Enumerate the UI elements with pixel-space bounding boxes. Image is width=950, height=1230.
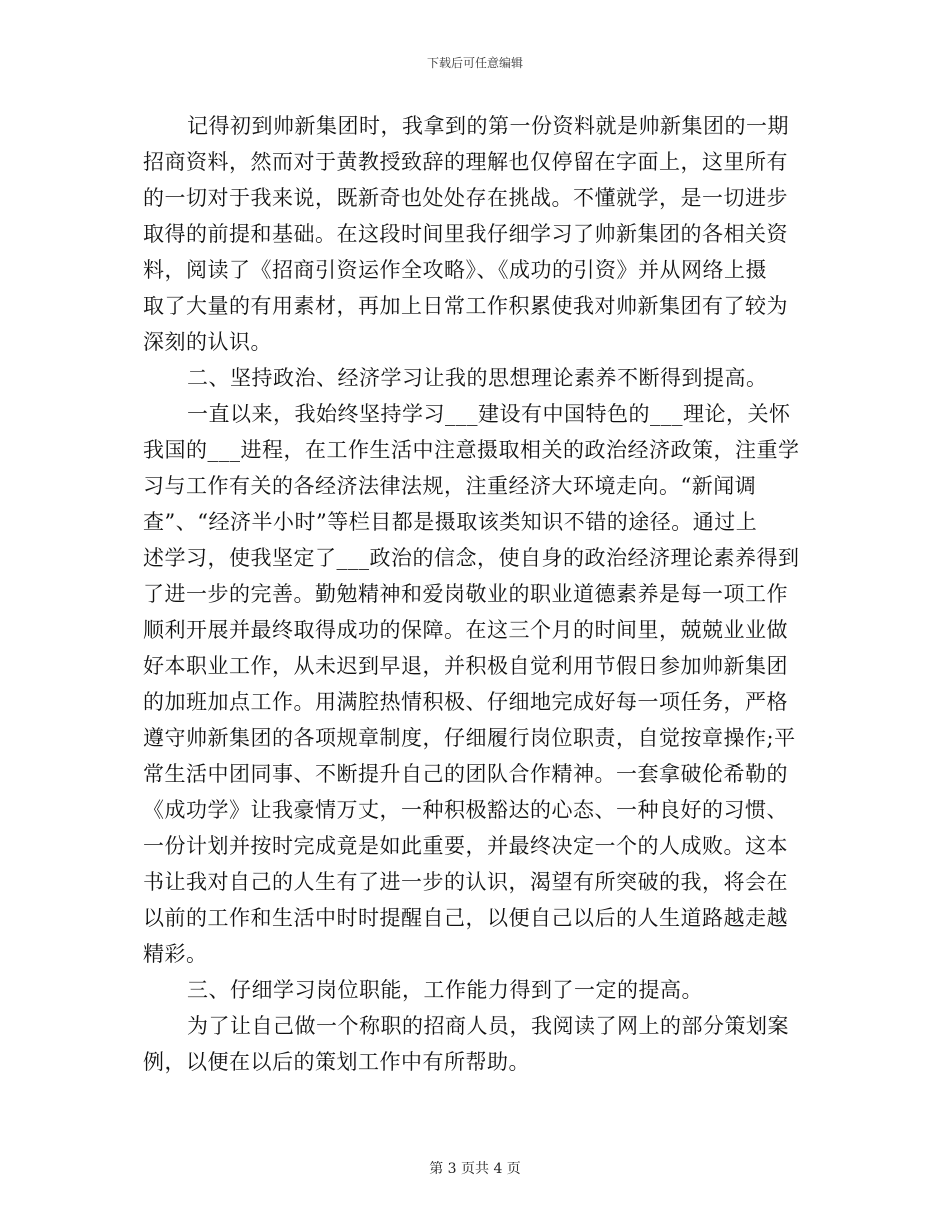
page-footer: 第 3 页共 4 页 — [429, 1161, 521, 1177]
text-line: 深刻的认识。 — [143, 330, 272, 354]
text-line: 取得的前提和基础。在这段时间里我仔细学习了帅新集团的各相关资 — [143, 222, 788, 246]
text-line: 顺利开展并最终取得成功的保障。在这三个月的时间里，兢兢业业做 — [143, 618, 788, 642]
text-line: 的加班加点工作。用满腔热情积极、仔细地完成好每一项任务，严格 — [143, 690, 788, 714]
section-heading: 二、坚持政治、经济学习让我的思想理论素养不断得到提高。 — [187, 366, 768, 390]
text-line: 例，以便在以后的策划工作中有所帮助。 — [143, 1050, 530, 1074]
text-line: 好本职业工作，从未迟到早退，并积极自觉利用节假日参加帅新集团 — [143, 654, 788, 678]
page-header: 下载后可任意编辑 — [426, 56, 523, 70]
text-line: 述学习，使我坚定了___政治的信念，使自身的政治经济理论素养得到 — [143, 546, 800, 570]
text-line: 习与工作有关的各经济法律法规，注重经济大环境走向。“新闻调 — [143, 474, 757, 498]
text-line: 精彩。 — [143, 942, 208, 966]
text-line: 了进一步的完善。勤勉精神和爱岗敬业的职业道德素养是每一项工作 — [143, 582, 788, 606]
text-line: 招商资料，然而对于黄教授致辞的理解也仅停留在字面上，这里所有 — [143, 150, 788, 174]
text-line: 《成功学》让我豪情万丈，一种积极豁达的心态、一种良好的习惯、 — [143, 798, 788, 822]
text-line: 一直以来，我始终坚持学习___建设有中国特色的___理论，关怀 — [187, 402, 791, 426]
text-line: 取了大量的有用素材，再加上日常工作积累使我对帅新集团有了较为 — [143, 294, 788, 318]
text-line: 一份计划并按时完成竟是如此重要，并最终决定一个的人成败。这本 — [143, 834, 788, 858]
text-line: 遵守帅新集团的各项规章制度，仔细履行岗位职责，自觉按章操作;平 — [143, 726, 796, 750]
text-line: 料，阅读了《招商引资运作全攻略》、《成功的引资》并从网络上摄 — [143, 258, 767, 282]
text-line: 书让我对自己的人生有了进一步的认识，渴望有所突破的我，将会在 — [143, 870, 788, 894]
text-line: 以前的工作和生活中时时提醒自己，以便自己以后的人生道路越走越 — [143, 906, 788, 930]
section-heading: 三、仔细学习岗位职能，工作能力得到了一定的提高。 — [187, 978, 703, 1002]
text-line: 为了让自己做一个称职的招商人员，我阅读了网上的部分策划案 — [187, 1014, 789, 1038]
text-line: 记得初到帅新集团时，我拿到的第一份资料就是帅新集团的一期 — [187, 114, 789, 138]
text-line: 常生活中团同事、不断提升自己的团队合作精神。一套拿破伦希勒的 — [143, 762, 788, 786]
text-line: 我国的___进程，在工作生活中注意摄取相关的政治经济政策，注重学 — [143, 438, 800, 462]
text-line: 的一切对于我来说，既新奇也处处存在挑战。不懂就学，是一切进步 — [143, 186, 788, 210]
body-text — [143, 108, 808, 1080]
text-line: 查”、“经济半小时”等栏目都是摄取该类知识不错的途径。通过上 — [143, 510, 758, 534]
